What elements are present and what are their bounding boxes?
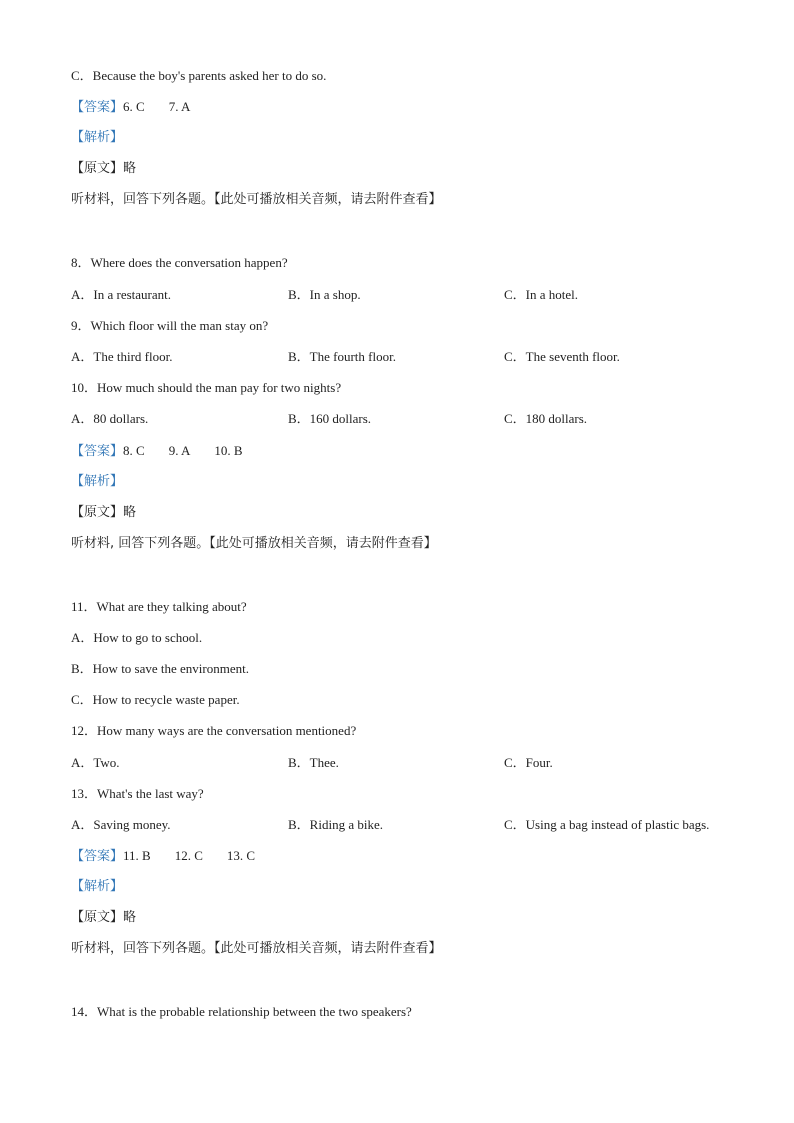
original-tag: 【原文】	[71, 161, 124, 176]
question-8	[71, 255, 288, 271]
answer-item: 9. A	[168, 443, 191, 458]
answer-item: 11. B	[123, 848, 151, 863]
answer-item: 7. A	[168, 99, 191, 114]
q8-option-a: A．In a restaurant.	[71, 287, 171, 302]
question-text: How many ways are the conversation mentioned?	[97, 723, 357, 738]
question-14	[71, 1004, 412, 1020]
q11-option-a: A．How to go to school.	[71, 630, 203, 645]
original-text: 略	[123, 161, 137, 176]
question-number: 9．	[71, 318, 91, 333]
q12-option-b: B．Thee.	[288, 755, 339, 770]
question-text: Where does the conversation happen?	[90, 255, 288, 270]
q13-option-c: C．Using a bag instead of plastic bags.	[504, 817, 710, 832]
question-10	[71, 380, 341, 396]
question-12	[71, 723, 356, 739]
q12-option-a: A．Two.	[71, 755, 120, 770]
question-9	[71, 318, 268, 334]
q13-option-b: B．Riding a bike.	[288, 817, 383, 832]
q12-option-c: C．Four.	[504, 755, 553, 770]
question-number: 14．	[71, 1004, 98, 1019]
q8-option-c: C．In a hotel.	[504, 287, 579, 302]
question-text: What's the last way?	[97, 786, 204, 801]
answer-item: 8. C	[123, 443, 145, 458]
analysis-tag: 【解析】	[71, 879, 124, 894]
listening-instruction: 听材料，回答下列各题。【此处可播放相关音频，请去附件查看】	[71, 192, 442, 207]
q8-option-b: B．In a shop.	[288, 287, 361, 302]
analysis-tag: 【解析】	[71, 130, 124, 145]
q9-option-b: B．The fourth floor.	[288, 349, 396, 364]
question-number: 11．	[71, 599, 97, 614]
answer-row-11-13	[71, 848, 255, 865]
answer-row-6-7	[71, 99, 190, 116]
original-row	[71, 161, 136, 177]
question-text: What are they talking about?	[96, 599, 247, 614]
q11-option-c: C．How to recycle waste paper.	[71, 692, 240, 707]
q10-option-a: A．80 dollars.	[71, 411, 149, 426]
question-text: What is the probable relationship between the two speakers?	[97, 1004, 412, 1019]
question-text: How much should the man pay for two nights?	[97, 380, 342, 395]
question-13	[71, 786, 204, 802]
question-number: 8．	[71, 255, 91, 270]
question-11	[71, 599, 247, 615]
q13-option-a: A．Saving money.	[71, 817, 171, 832]
original-row	[71, 910, 136, 926]
original-tag: 【原文】	[71, 910, 124, 925]
question-number: 13．	[71, 786, 98, 801]
option-c-q7: C．Because the boy's parents asked her to do so.	[71, 68, 327, 83]
q10-option-c: C．180 dollars.	[504, 411, 588, 426]
original-text: 略	[123, 910, 137, 925]
answer-item: 10. B	[214, 443, 243, 458]
answer-tag: 【答案】	[71, 100, 124, 115]
question-text: Which floor will the man stay on?	[90, 318, 269, 333]
answer-row-8-10	[71, 443, 243, 460]
original-tag: 【原文】	[71, 505, 124, 520]
question-number: 12．	[71, 723, 98, 738]
listening-instruction: 听材料, 回答下列各题。【此处可播放相关音频，请去附件查看】	[71, 536, 437, 551]
answer-item: 13. C	[226, 848, 256, 863]
q10-option-b: B．160 dollars.	[288, 411, 372, 426]
answer-tag: 【答案】	[71, 849, 124, 864]
q9-option-c: C．The seventh floor.	[504, 349, 620, 364]
answer-tag: 【答案】	[71, 444, 124, 459]
q11-option-b: B．How to save the environment.	[71, 661, 249, 676]
answer-item: 12. C	[174, 848, 203, 863]
original-row	[71, 505, 136, 521]
analysis-tag: 【解析】	[71, 474, 124, 489]
q9-option-a: A．The third floor.	[71, 349, 173, 364]
question-number: 10．	[71, 380, 98, 395]
listening-instruction: 听材料，回答下列各题。【此处可播放相关音频，请去附件查看】	[71, 941, 442, 956]
original-text: 略	[123, 505, 137, 520]
answer-item: 6. C	[123, 99, 145, 114]
